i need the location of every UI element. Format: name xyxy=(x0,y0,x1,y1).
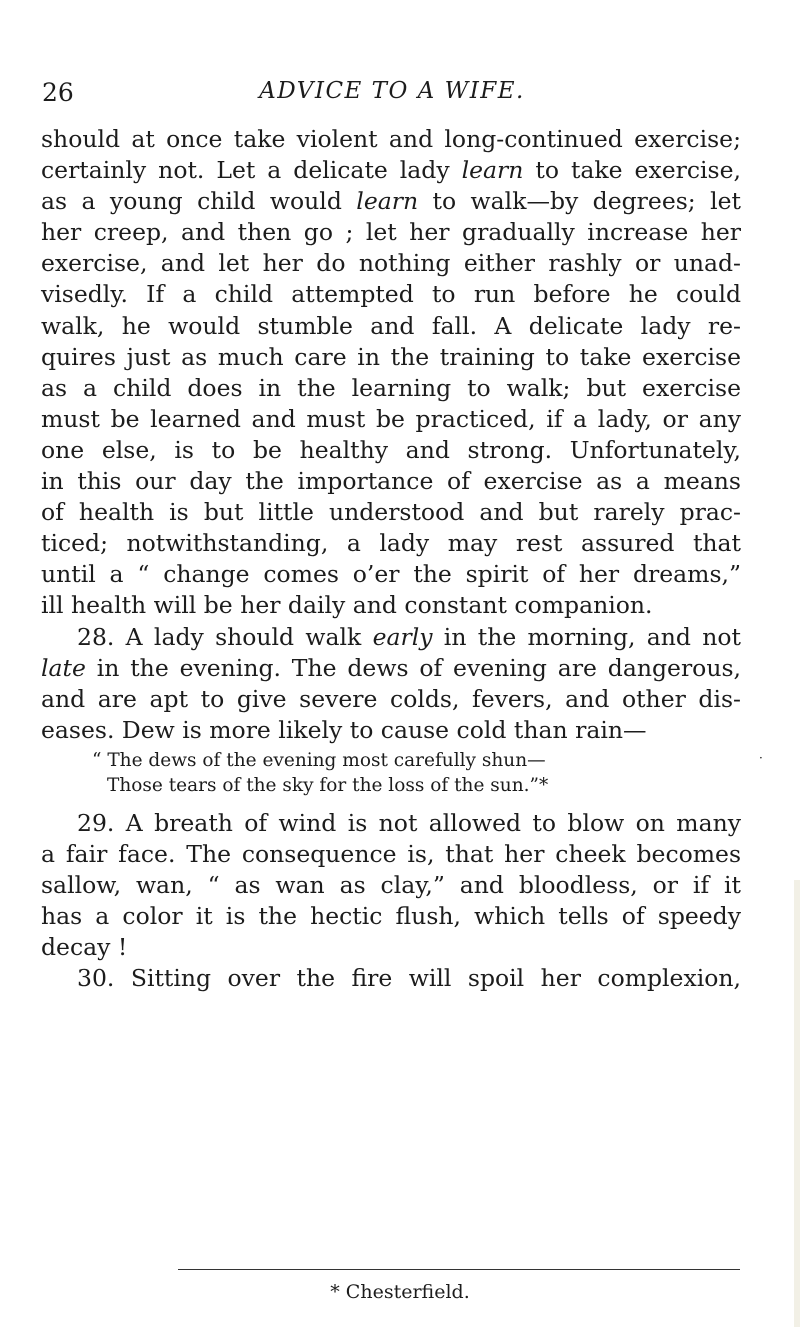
paragraph-27 xyxy=(41,124,741,622)
paragraph-number: 30. xyxy=(77,964,115,993)
text-line: ticed; notwithstanding, a lady may rest assured that xyxy=(41,529,741,558)
text-line: in this our day the importance of exercise as a means xyxy=(41,467,741,496)
text-line: must be learned and must be practiced, if a lady, or any xyxy=(41,404,741,433)
paragraph-30 xyxy=(41,963,741,994)
paragraph-28 xyxy=(41,622,741,746)
page-number: 26 xyxy=(42,78,74,107)
text-line: her creep, and then go ; let her gradually increase her xyxy=(41,218,741,247)
text-line: quires just as much care in the training to take exercise xyxy=(41,342,741,371)
running-title: ADVICE TO A WIFE. xyxy=(259,78,525,104)
text-line: one else, is to be healthy and strong. Unfortunately, xyxy=(41,435,741,464)
text-line: as a young child would learn to walk—by degrees; let xyxy=(41,187,742,216)
paragraph-number: 29. xyxy=(77,808,115,837)
footnote: * Chesterfield. xyxy=(330,1281,470,1303)
text-line: 28. A lady should walk early in the morning, and not xyxy=(77,622,741,651)
paragraph-number: 28. xyxy=(77,622,115,651)
text-line: 29. A breath of wind is not allowed to blow on many xyxy=(77,808,741,837)
text-line: of health is but little understood and but rarely prac- xyxy=(41,498,741,527)
text-line: eases. Dew is more likely to cause cold than rain— xyxy=(41,715,647,744)
text-line: and are apt to give severe colds, fevers, and other dis- xyxy=(41,684,741,713)
text-line: ill health will be her daily and constant companion. xyxy=(41,591,653,620)
text-line: until a “ change comes o’er the spirit of her dreams,” xyxy=(41,560,741,589)
paragraph-29 xyxy=(41,808,741,963)
text-line: walk, he would stumble and fall. A delicate lady re- xyxy=(41,311,741,340)
text-line: a fair face. The consequence is, that her cheek becomes xyxy=(41,839,741,868)
page-header xyxy=(42,78,742,108)
text-line: has a color it is the hectic flush, which tells of speedy xyxy=(41,902,741,931)
verse-quote xyxy=(41,746,763,808)
text-line: visedly. If a child attempted to run before he could xyxy=(41,280,741,309)
quote-line: “ The dews of the evening most carefully shun— xyxy=(92,749,546,771)
text-line: should at once take violent and long-continued exercise; xyxy=(41,125,741,153)
text-line: certainly not. Let a delicate lady learn to take exercise, xyxy=(41,156,741,185)
text-line: as a child does in the learning to walk; but exercise xyxy=(41,373,741,402)
text-line: late in the evening. The dews of evening are dangerous, xyxy=(41,653,741,682)
page-edge-shadow xyxy=(794,880,800,1327)
text-line: 30. Sitting over the fire will spoil her complexion, xyxy=(77,964,741,993)
quote-line: Those tears of the sky for the loss of the sun.”* xyxy=(107,774,549,796)
text-line: exercise, and let her do nothing either rashly or unad- xyxy=(41,249,741,278)
text-line: sallow, wan, “ as wan as clay,” and bloodless, or if it xyxy=(41,871,741,900)
footnote-rule xyxy=(178,1269,740,1270)
text-line: decay ! xyxy=(41,933,128,962)
page-body xyxy=(41,124,763,994)
margin-dot: · xyxy=(759,750,763,765)
